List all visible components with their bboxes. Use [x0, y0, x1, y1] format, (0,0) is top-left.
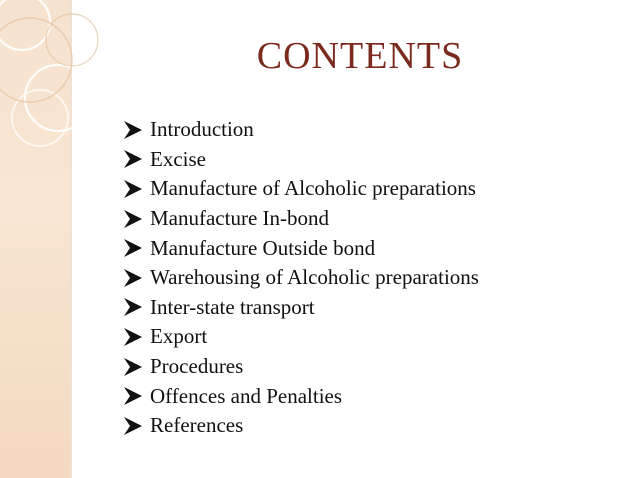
list-item [122, 352, 479, 382]
decorative-rings-icon [0, 0, 110, 170]
list-item-label: Excise [150, 146, 206, 171]
list-item-label: References [150, 413, 244, 438]
arrowhead-bullet-icon [122, 296, 144, 318]
list-item-label: Manufacture of Alcoholic preparations [150, 176, 476, 201]
list-item [122, 145, 479, 175]
list-item [122, 411, 479, 441]
list-item-label: Introduction [150, 117, 254, 142]
list-item-label: Manufacture Outside bond [150, 235, 376, 260]
list-item-label: Manufacture In-bond [150, 206, 330, 231]
list-item [122, 293, 479, 323]
arrowhead-bullet-icon [122, 356, 144, 378]
list-item-label: Inter-state transport [150, 294, 315, 319]
list-item [122, 322, 479, 352]
page-title: CONTENTS [256, 35, 464, 77]
arrowhead-bullet-icon [122, 415, 144, 437]
arrowhead-bullet-icon [122, 237, 144, 259]
arrowhead-bullet-icon [122, 178, 144, 200]
list-item-label: Offences and Penalties [150, 383, 343, 408]
list-item [122, 204, 479, 234]
arrowhead-bullet-icon [122, 148, 144, 170]
arrowhead-bullet-icon [122, 119, 144, 141]
list-item-label: Export [150, 324, 208, 349]
list-item-label: Warehousing of Alcoholic preparations [150, 265, 479, 290]
arrowhead-bullet-icon [122, 208, 144, 230]
arrowhead-bullet-icon [122, 385, 144, 407]
list-item [122, 233, 479, 263]
list-item [122, 174, 479, 204]
list-item-label: Procedures [150, 354, 244, 379]
contents-list [122, 115, 479, 441]
arrowhead-bullet-icon [122, 267, 144, 289]
arrowhead-bullet-icon [122, 326, 144, 348]
list-item [122, 381, 479, 411]
list-item [122, 263, 479, 293]
list-item [122, 115, 479, 145]
